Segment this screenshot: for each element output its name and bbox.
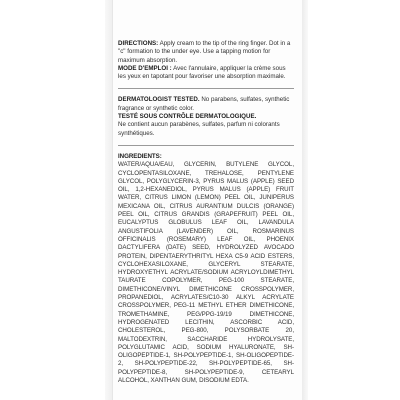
directions-heading: DIRECTIONS:	[118, 40, 159, 47]
dermatologist-paragraph	[118, 96, 294, 113]
divider-2	[118, 145, 294, 146]
ingredients-list: WATER/AQUA/EAU, GLYCERIN, BUTYLENE GLYCOL, CYCLOPENTASILOXANE, TREHALOSE, PENTYLENE GLYCOL, POLYGLYCERIN-3, PYRUS MALUS (APPLE) SEED OIL, 1,2-HEXANEDIOL, PYRUS MALUS (APPLE) FRUIT WATER, CITRUS LIMON (LEMON) PEEL OIL, JUNIPERUS MEXICANA OIL, CITRUS AURANTIUM DULCIS (ORANGE) PEEL OIL, CITRUS GRANDIS (GRAPEFRUIT) PEEL OIL, EUCALYPTUS GLOBULUS LEAF OIL, LAVANDULA ANGUSTIFOLIA (LAVENDER) OIL, ROSMARINUS OFFICINALIS (ROSEMARY) LEAF OIL, PHOENIX DACTYLIFERA (DATE) SEED, HYDROLYZED AVOCADO PROTEIN, DIPENTAERYTHRITYL HEXA C5-9 ACID ESTERS, CYCLOHEXASILOXANE, GLYCERYL STEARATE, HYDROXYETHYL ACRYLATE/SODIUM ACRYLOYLDIMETHYL TAURATE COPOLYMER, PEG-100 STEARATE, DIMETHICONE/VINYL DIMETHICONE CROSSPOLYMER, PROPANEDIOL, ACRYLATES/C10-30 ALKYL ACRYLATE CROSSPOLYMER, PEG-11 METHYL ETHER DIMETHICONE, TROMETHAMINE, PEG/PPG-19/19 DIMETHICONE, HYDROGENATED LECITHIN, ASCORBIC ACID, CHOLESTEROL, PEG-800, POLYSORBATE 20, MALTODEXTRIN, SACCHARIDE HYDROLYSATE, POLYGLUTAMIC ACID, SODIUM HYALURONATE, SH-OLIGOPEPTIDE-1, SH-POLYPEPTIDE-1, SH-OLIGOPEPTIDE-2, SH-POLYPEPTIDE-22, SH-POLYPEPTIDE-65, SH-POLYPEPTIDE-8, SH-POLYPEPTIDE-9, CETEARYL ALCOHOL, XANTHAN GUM, DISODIUM EDTA.	[118, 161, 294, 384]
divider-1	[118, 88, 294, 89]
ingredients-section	[118, 153, 294, 385]
ingredients-heading: INGREDIENTS:	[118, 152, 162, 160]
directions-section	[118, 40, 294, 65]
ingredients-heading-line	[118, 153, 294, 161]
box-right-edge	[302, 0, 308, 400]
dermatologist-text: No parabens, sulfates, synthetic fragrance or synthetic color.	[118, 96, 290, 112]
dermatologist-section	[118, 96, 294, 137]
teste-heading: TESTÉ SOUS CONTRÔLE DERMATOLOGIQUE.	[118, 113, 257, 121]
mode-emploi-heading: MODE D'EMPLOI :	[118, 64, 172, 72]
directions-paragraph	[118, 40, 294, 65]
mode-emploi-paragraph	[118, 65, 294, 82]
teste-heading-line	[118, 113, 294, 121]
teste-text: Ne contient aucun parabènes, sulfates, parfum ni colorants synthétiques.	[118, 121, 280, 137]
label-panel	[118, 40, 294, 385]
mode-emploi-section	[118, 65, 294, 82]
dermatologist-heading: DERMATOLOGIST TESTED.	[118, 96, 200, 104]
mode-emploi-text: Avec l'annulaire, appliquer la crème sous les yeux en tapotant pour favoriser une absorption maximale.	[118, 64, 286, 81]
box-left-edge	[105, 0, 112, 400]
directions-text: Apply cream to the tip of the ring finger. Dot in a "c" formation to the under eye. Use a tapping motion for maximum absorption.	[118, 40, 291, 64]
